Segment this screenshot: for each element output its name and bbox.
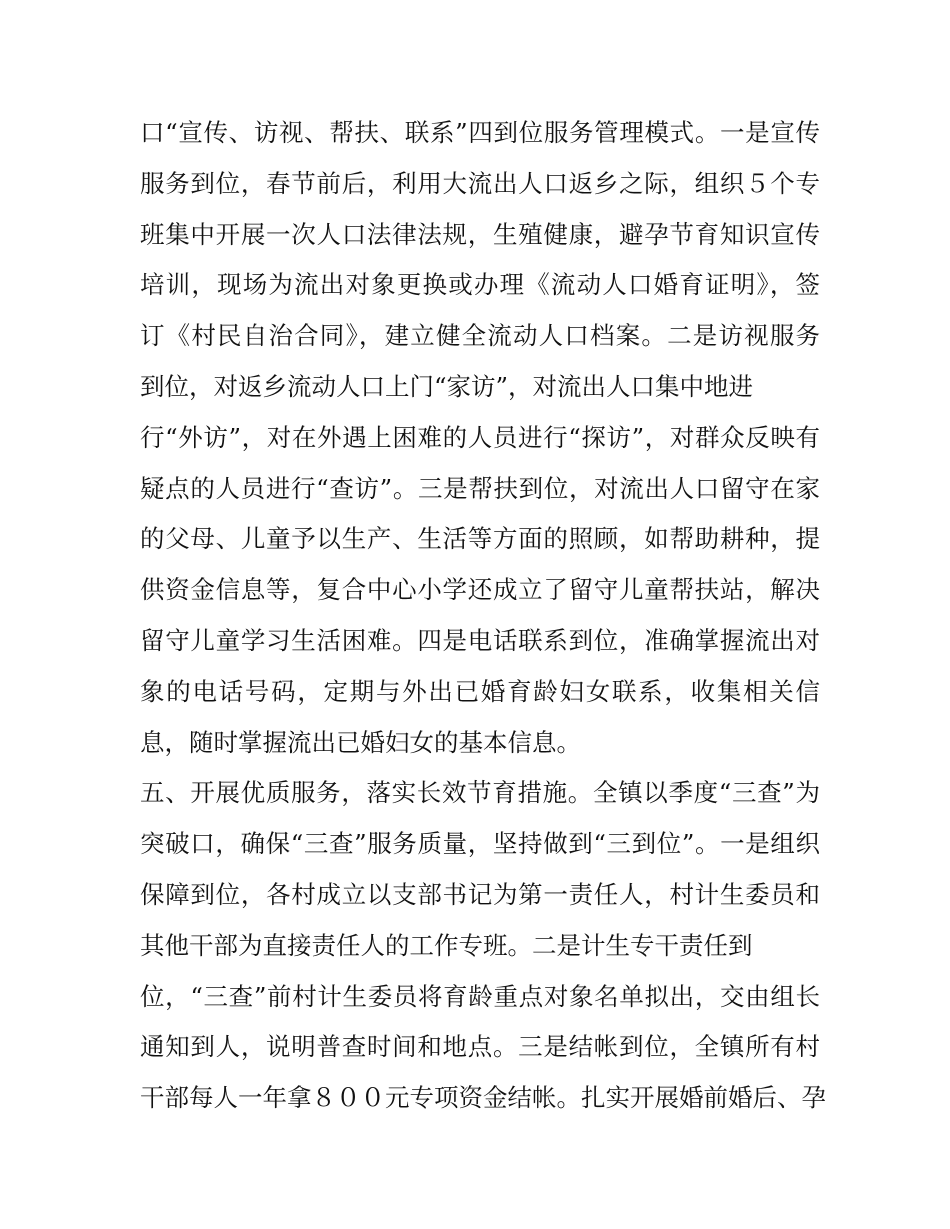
text-line: 通知到人，说明普查时间和地点。三是结帐到位，全镇所有村 [140,1032,820,1062]
text-line: 班集中开展一次人口法律法规，生殖健康，避孕节育知识宣传 [140,219,820,249]
text-line: 到位，对返乡流动人口上门“家访”，对流出人口集中地进 [140,371,754,401]
text-line: 口“宣传、访视、帮扶、联系”四到位服务管理模式。一是宣传 [140,118,820,147]
text-line: 五、开展优质服务，落实长效节育措施。全镇以季度“三查”为 [140,778,820,808]
body-text [140,108,826,1124]
text-line: 突破口，确保“三查”服务质量，坚持做到“三到位”。一是组织 [140,829,820,859]
text-line: 留守儿童学习生活困难。四是电话联系到位，准确掌握流出对 [140,625,820,655]
text-line: 疑点的人员进行“查访”。三是帮扶到位，对流出人口留守在家 [140,473,820,503]
text-line: 象的电话号码，定期与外出已婚育龄妇女联系，收集相关信 [140,676,820,706]
text-line: 行“外访”，对在外遇上困难的人员进行“探访”，对群众反映有 [140,422,820,452]
text-line: 的父母、儿童予以生产、生活等方面的照顾，如帮助耕种，提 [140,524,820,554]
text-line: 保障到位，各村成立以支部书记为第一责任人，村计生委员和 [140,879,820,909]
text-line: 干部每人一年拿８００元专项资金结帐。扎实开展婚前婚后、孕 [140,1083,826,1113]
text-line: 其他干部为直接责任人的工作专班。二是计生专干责任到 [140,930,753,960]
text-line: 供资金信息等，复合中心小学还成立了留守儿童帮扶站，解决 [140,575,820,605]
text-line: 服务到位，春节前后，利用大流出人口返乡之际，组织５个专 [140,168,820,198]
text-line: 培训，现场为流出对象更换或办理《流动人口婚育证明》，签 [140,270,820,300]
text-line: 息，随时掌握流出已婚妇女的基本信息。 [140,727,581,757]
text-line: 位，“三查”前村计生委员将育龄重点对象名单拟出，交由组长 [140,981,820,1011]
text-line: 订《村民自治合同》，建立健全流动人口档案。二是访视服务 [140,321,820,351]
